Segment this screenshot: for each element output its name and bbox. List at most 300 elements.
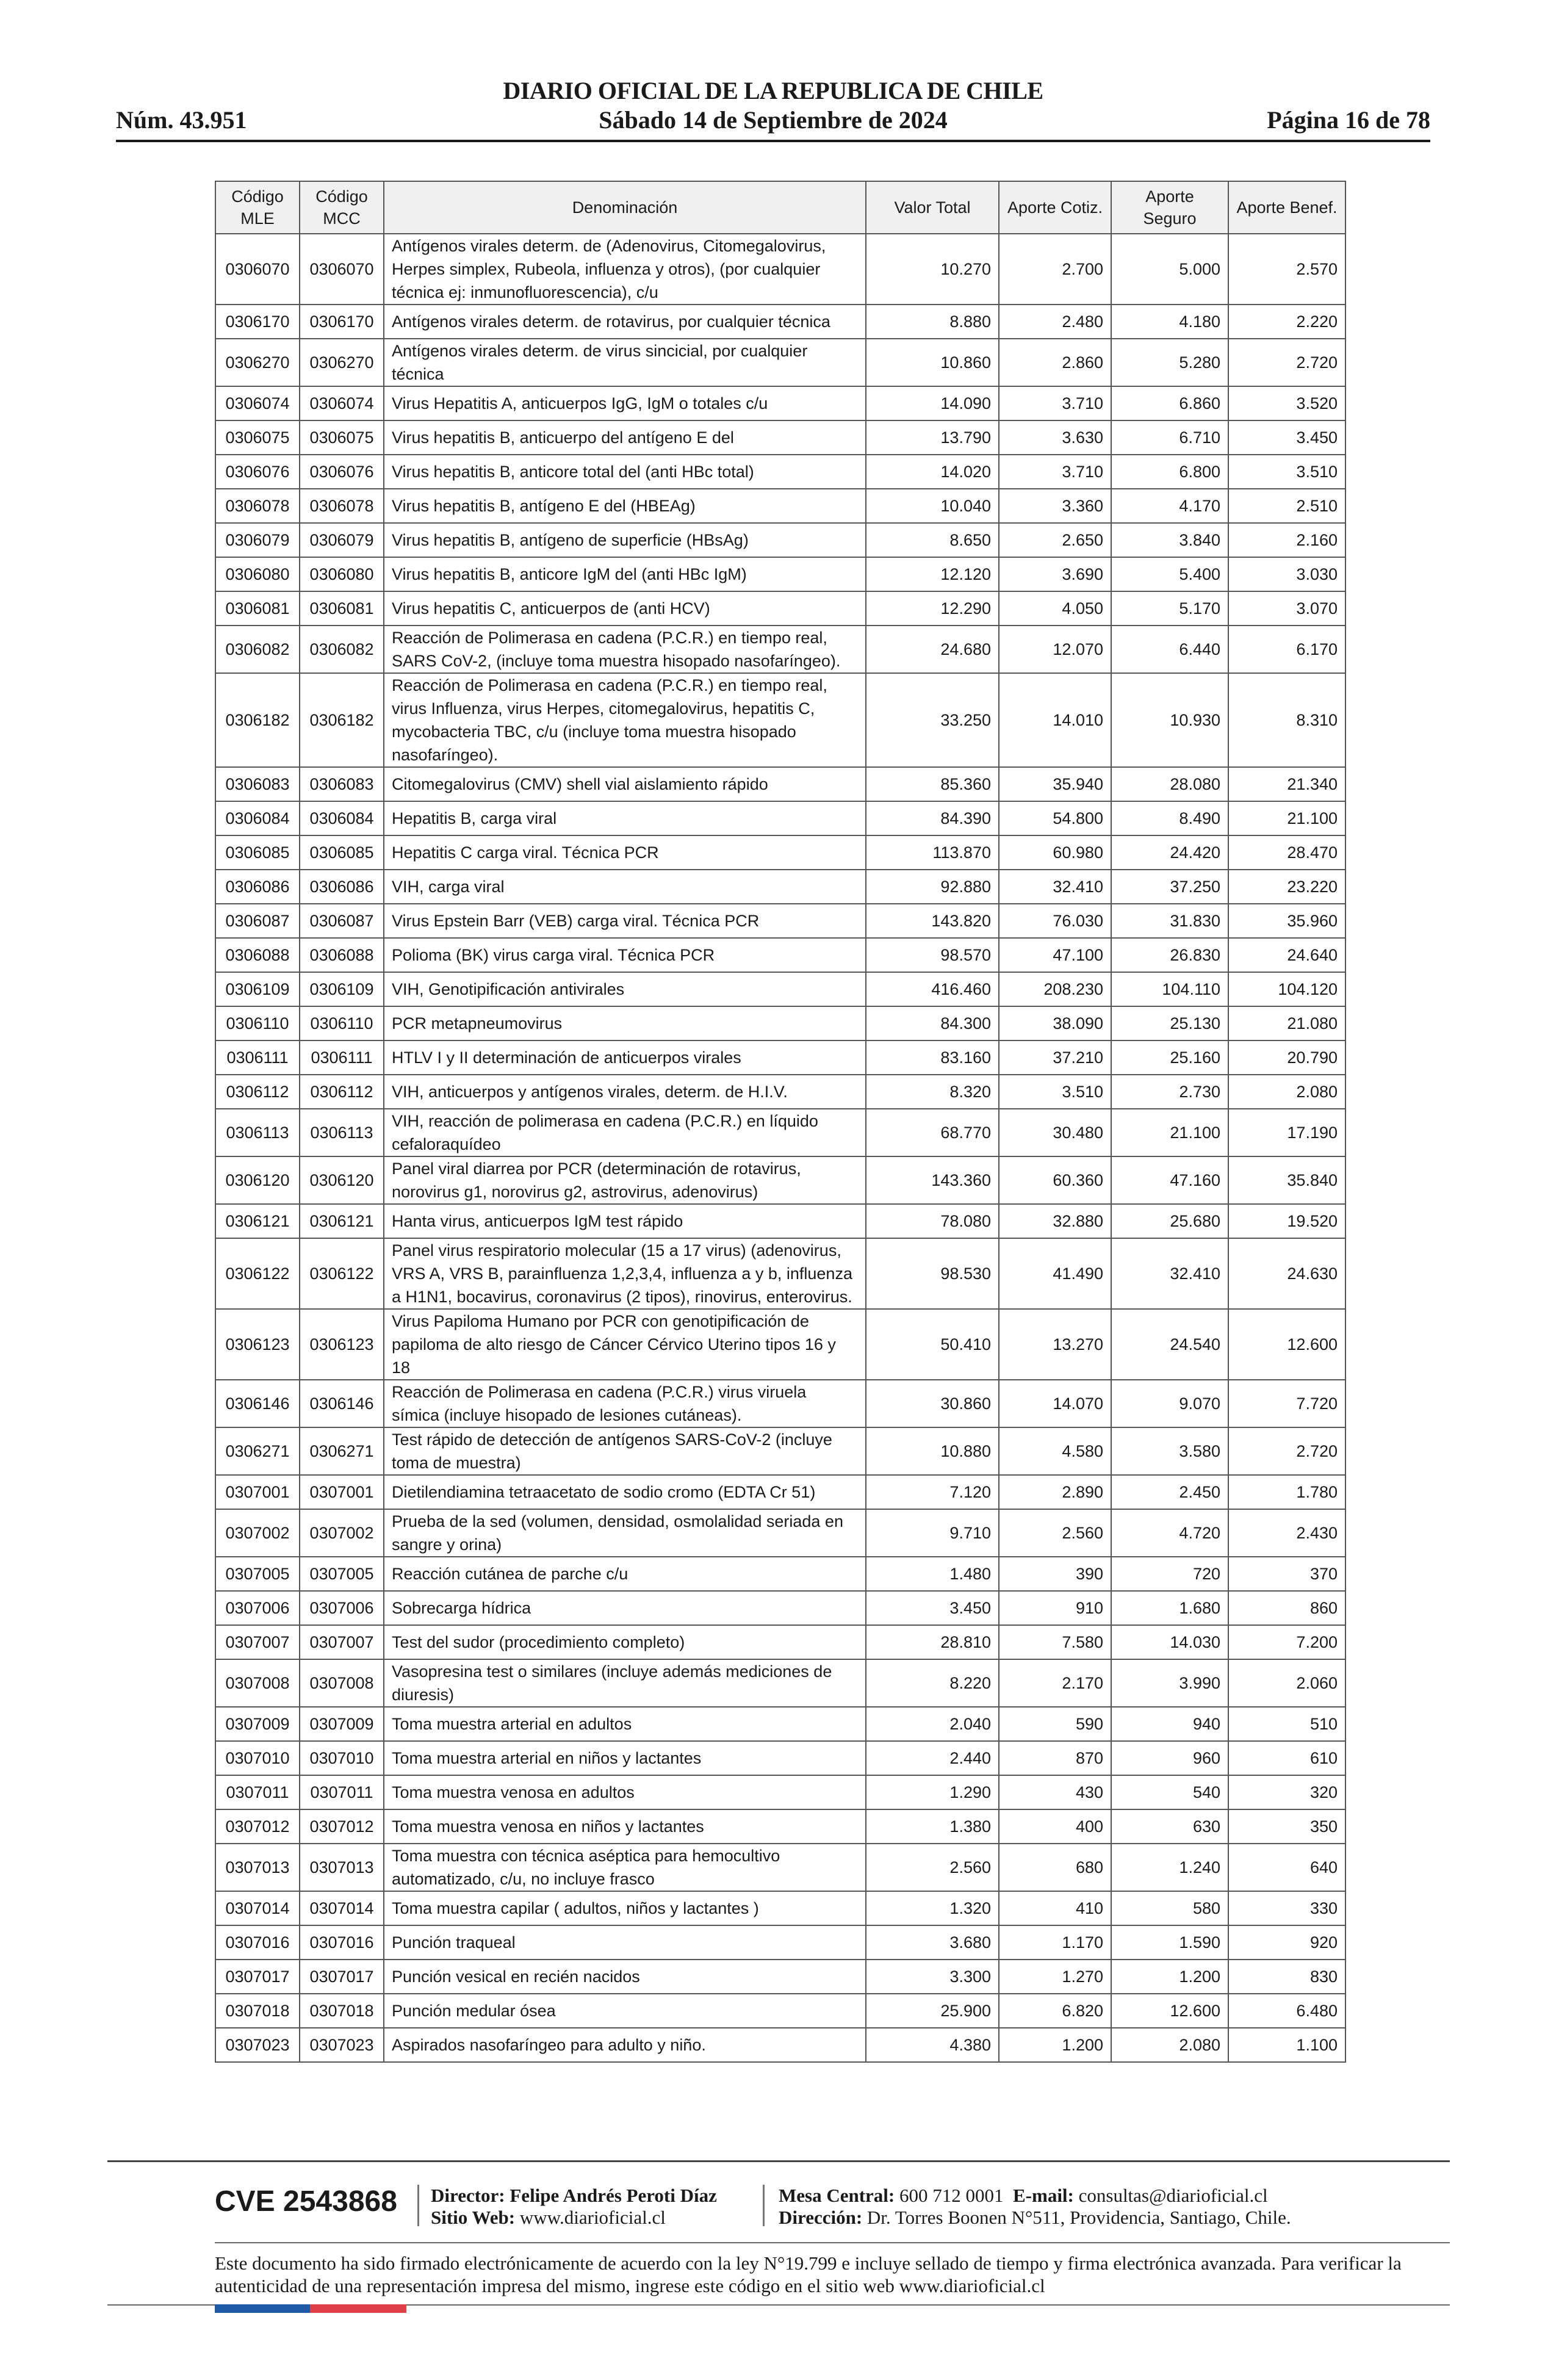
contribution-benef-cell: 610 bbox=[1228, 1741, 1345, 1775]
contribution-benef-cell: 2.220 bbox=[1228, 305, 1345, 339]
code-mle-cell: 0307011 bbox=[215, 1775, 300, 1809]
contribution-benef-cell: 3.510 bbox=[1228, 455, 1345, 489]
total-value-cell: 8.320 bbox=[866, 1075, 999, 1109]
page-number: Página 16 de 78 bbox=[1267, 106, 1430, 134]
description-cell: Virus Hepatitis A, anticuerpos IgG, IgM o totales c/u bbox=[384, 386, 866, 420]
description-cell: Toma muestra con técnica aséptica para hemocultivo automatizado, c/u, no incluye frasco bbox=[384, 1844, 866, 1891]
email-label: E-mail: bbox=[1013, 2185, 1074, 2206]
code-mcc-cell: 0306112 bbox=[300, 1075, 384, 1109]
contribution-cotiz-cell: 208.230 bbox=[999, 972, 1111, 1006]
table-row bbox=[215, 835, 1345, 870]
contribution-benef-cell: 3.520 bbox=[1228, 386, 1345, 420]
code-mle-cell: 0307006 bbox=[215, 1591, 300, 1625]
contribution-cotiz-cell: 870 bbox=[999, 1741, 1111, 1775]
contribution-cotiz-cell: 30.480 bbox=[999, 1109, 1111, 1156]
contribution-seguro-cell: 25.130 bbox=[1111, 1006, 1228, 1040]
description-cell: Panel viral diarrea por PCR (determinación de rotavirus, norovirus g1, norovirus g2, astrovirus, adenovirus) bbox=[384, 1156, 866, 1204]
total-value-cell: 10.040 bbox=[866, 489, 999, 523]
description-cell: Virus hepatitis B, anticore total del (anti HBc total) bbox=[384, 455, 866, 489]
table-row bbox=[215, 1925, 1345, 1960]
contribution-seguro-cell: 8.490 bbox=[1111, 801, 1228, 835]
code-mcc-cell: 0306087 bbox=[300, 904, 384, 938]
table-row bbox=[215, 420, 1345, 455]
total-value-cell: 143.360 bbox=[866, 1156, 999, 1204]
code-mle-cell: 0306083 bbox=[215, 767, 300, 801]
table-row bbox=[215, 1075, 1345, 1109]
contribution-benef-cell: 2.570 bbox=[1228, 234, 1345, 305]
table-row bbox=[215, 1156, 1345, 1204]
code-mle-cell: 0306182 bbox=[215, 673, 300, 767]
total-value-cell: 28.810 bbox=[866, 1625, 999, 1659]
description-cell: Reacción de Polimerasa en cadena (P.C.R.) virus viruela símica (incluye hisopado de lesiones cutáneas). bbox=[384, 1380, 866, 1427]
column-header: Código MCC bbox=[300, 181, 384, 234]
contribution-seguro-cell: 3.580 bbox=[1111, 1427, 1228, 1475]
code-mcc-cell: 0306111 bbox=[300, 1040, 384, 1075]
table-row bbox=[215, 1775, 1345, 1809]
description-cell: Panel virus respiratorio molecular (15 a 17 virus) (adenovirus, VRS A, VRS B, parainfluenza 1,2,3,4, influenza a y b, influenza a H1N1, bocavirus, coronavirus (2 tipos), rinovirus, enterovirus. bbox=[384, 1238, 866, 1309]
description-cell: Sobrecarga hídrica bbox=[384, 1591, 866, 1625]
total-value-cell: 2.440 bbox=[866, 1741, 999, 1775]
code-mcc-cell: 0306076 bbox=[300, 455, 384, 489]
code-mcc-cell: 0306074 bbox=[300, 386, 384, 420]
director-block bbox=[431, 2185, 717, 2229]
contribution-cotiz-cell: 60.980 bbox=[999, 835, 1111, 870]
code-mle-cell: 0306082 bbox=[215, 626, 300, 673]
code-mcc-cell: 0306146 bbox=[300, 1380, 384, 1427]
total-value-cell: 85.360 bbox=[866, 767, 999, 801]
code-mcc-cell: 0306080 bbox=[300, 557, 384, 591]
code-mcc-cell: 0306086 bbox=[300, 870, 384, 904]
code-mle-cell: 0306109 bbox=[215, 972, 300, 1006]
description-cell: Citomegalovirus (CMV) shell vial aislamiento rápido bbox=[384, 767, 866, 801]
issue-date: Sábado 14 de Septiembre de 2024 bbox=[599, 106, 948, 134]
contribution-cotiz-cell: 47.100 bbox=[999, 938, 1111, 972]
code-mle-cell: 0306170 bbox=[215, 305, 300, 339]
contribution-seguro-cell: 1.590 bbox=[1111, 1925, 1228, 1960]
total-value-cell: 68.770 bbox=[866, 1109, 999, 1156]
contribution-seguro-cell: 580 bbox=[1111, 1891, 1228, 1925]
code-mle-cell: 0306081 bbox=[215, 591, 300, 626]
total-value-cell: 25.900 bbox=[866, 1994, 999, 2028]
contribution-benef-cell: 1.100 bbox=[1228, 2028, 1345, 2062]
contribution-benef-cell: 20.790 bbox=[1228, 1040, 1345, 1075]
contribution-benef-cell: 21.080 bbox=[1228, 1006, 1345, 1040]
contribution-cotiz-cell: 37.210 bbox=[999, 1040, 1111, 1075]
table-row bbox=[215, 2028, 1345, 2062]
contribution-cotiz-cell: 3.630 bbox=[999, 420, 1111, 455]
contribution-seguro-cell: 24.420 bbox=[1111, 835, 1228, 870]
total-value-cell: 24.680 bbox=[866, 626, 999, 673]
code-mcc-cell: 0307001 bbox=[300, 1475, 384, 1509]
contribution-cotiz-cell: 60.360 bbox=[999, 1156, 1111, 1204]
total-value-cell: 1.380 bbox=[866, 1809, 999, 1844]
contribution-seguro-cell: 6.710 bbox=[1111, 420, 1228, 455]
code-mcc-cell: 0307009 bbox=[300, 1707, 384, 1741]
total-value-cell: 13.790 bbox=[866, 420, 999, 455]
table-row bbox=[215, 767, 1345, 801]
publication-title: DIARIO OFICIAL DE LA REPUBLICA DE CHILE bbox=[503, 77, 1043, 104]
contribution-benef-cell: 35.840 bbox=[1228, 1156, 1345, 1204]
table-row bbox=[215, 557, 1345, 591]
contribution-benef-cell: 860 bbox=[1228, 1591, 1345, 1625]
total-value-cell: 1.320 bbox=[866, 1891, 999, 1925]
code-mle-cell: 0307016 bbox=[215, 1925, 300, 1960]
contribution-benef-cell: 2.720 bbox=[1228, 1427, 1345, 1475]
code-mcc-cell: 0307007 bbox=[300, 1625, 384, 1659]
description-cell: Virus hepatitis C, anticuerpos de (anti HCV) bbox=[384, 591, 866, 626]
table-row bbox=[215, 938, 1345, 972]
address-label: Dirección: bbox=[779, 2207, 863, 2228]
description-cell: Hepatitis C carga viral. Técnica PCR bbox=[384, 835, 866, 870]
contribution-cotiz-cell: 38.090 bbox=[999, 1006, 1111, 1040]
contribution-cotiz-cell: 680 bbox=[999, 1844, 1111, 1891]
footer-divider bbox=[763, 2185, 765, 2226]
description-cell: VIH, Genotipificación antivirales bbox=[384, 972, 866, 1006]
table-row bbox=[215, 1844, 1345, 1891]
description-cell: Hanta virus, anticuerpos IgM test rápido bbox=[384, 1204, 866, 1238]
code-mle-cell: 0307023 bbox=[215, 2028, 300, 2062]
code-mle-cell: 0307002 bbox=[215, 1509, 300, 1557]
table-row bbox=[215, 1659, 1345, 1707]
column-header: Valor Total bbox=[866, 181, 999, 234]
contribution-seguro-cell: 1.200 bbox=[1111, 1960, 1228, 1994]
flag-stripe-red bbox=[310, 2304, 406, 2313]
code-mle-cell: 0306271 bbox=[215, 1427, 300, 1475]
total-value-cell: 10.270 bbox=[866, 234, 999, 305]
description-cell: Toma muestra arterial en niños y lactantes bbox=[384, 1741, 866, 1775]
code-mcc-cell: 0306113 bbox=[300, 1109, 384, 1156]
code-mle-cell: 0306122 bbox=[215, 1238, 300, 1309]
contribution-seguro-cell: 2.730 bbox=[1111, 1075, 1228, 1109]
total-value-cell: 14.020 bbox=[866, 455, 999, 489]
contribution-benef-cell: 7.720 bbox=[1228, 1380, 1345, 1427]
website-link[interactable]: www.diarioficial.cl bbox=[519, 2207, 666, 2228]
code-mcc-cell: 0306079 bbox=[300, 523, 384, 557]
contribution-seguro-cell: 5.000 bbox=[1111, 234, 1228, 305]
contribution-cotiz-cell: 2.700 bbox=[999, 234, 1111, 305]
contribution-benef-cell: 8.310 bbox=[1228, 673, 1345, 767]
code-mcc-cell: 0306082 bbox=[300, 626, 384, 673]
code-mcc-cell: 0306182 bbox=[300, 673, 384, 767]
contribution-cotiz-cell: 1.170 bbox=[999, 1925, 1111, 1960]
contribution-cotiz-cell: 7.580 bbox=[999, 1625, 1111, 1659]
description-cell: HTLV I y II determinación de anticuerpos virales bbox=[384, 1040, 866, 1075]
contribution-cotiz-cell: 410 bbox=[999, 1891, 1111, 1925]
column-header: Aporte Cotiz. bbox=[999, 181, 1111, 234]
contribution-seguro-cell: 6.860 bbox=[1111, 386, 1228, 420]
table-row bbox=[215, 870, 1345, 904]
code-mle-cell: 0307017 bbox=[215, 1960, 300, 1994]
contribution-benef-cell: 7.200 bbox=[1228, 1625, 1345, 1659]
contribution-cotiz-cell: 2.650 bbox=[999, 523, 1111, 557]
code-mle-cell: 0306110 bbox=[215, 1006, 300, 1040]
contribution-seguro-cell: 31.830 bbox=[1111, 904, 1228, 938]
contribution-seguro-cell: 2.450 bbox=[1111, 1475, 1228, 1509]
code-mcc-cell: 0306120 bbox=[300, 1156, 384, 1204]
contribution-benef-cell: 21.340 bbox=[1228, 767, 1345, 801]
description-cell: Virus hepatitis B, anticuerpo del antígeno E del bbox=[384, 420, 866, 455]
code-mle-cell: 0306075 bbox=[215, 420, 300, 455]
table-row bbox=[215, 1591, 1345, 1625]
contribution-seguro-cell: 25.680 bbox=[1111, 1204, 1228, 1238]
code-mle-cell: 0306146 bbox=[215, 1380, 300, 1427]
contribution-cotiz-cell: 32.880 bbox=[999, 1204, 1111, 1238]
code-mle-cell: 0307007 bbox=[215, 1625, 300, 1659]
tariff-table bbox=[215, 181, 1346, 2063]
table-row bbox=[215, 626, 1345, 673]
page-footer bbox=[107, 2160, 1450, 2313]
contribution-seguro-cell: 26.830 bbox=[1111, 938, 1228, 972]
contribution-cotiz-cell: 2.890 bbox=[999, 1475, 1111, 1509]
code-mle-cell: 0306121 bbox=[215, 1204, 300, 1238]
table-row bbox=[215, 801, 1345, 835]
contribution-seguro-cell: 37.250 bbox=[1111, 870, 1228, 904]
contribution-seguro-cell: 28.080 bbox=[1111, 767, 1228, 801]
total-value-cell: 143.820 bbox=[866, 904, 999, 938]
description-cell: Hepatitis B, carga viral bbox=[384, 801, 866, 835]
table-row bbox=[215, 1625, 1345, 1659]
contribution-seguro-cell: 47.160 bbox=[1111, 1156, 1228, 1204]
contribution-seguro-cell: 720 bbox=[1111, 1557, 1228, 1591]
total-value-cell: 78.080 bbox=[866, 1204, 999, 1238]
contribution-seguro-cell: 10.930 bbox=[1111, 673, 1228, 767]
description-cell: Toma muestra venosa en adultos bbox=[384, 1775, 866, 1809]
contribution-seguro-cell: 630 bbox=[1111, 1809, 1228, 1844]
legal-notice: Este documento ha sido firmado electrónicamente de acuerdo con la ley N°19.799 e incluye sellado de tiempo y firma electrónica avanzada. Para verificar la autenticidad de una representación impresa del mismo, ingrese este código en el sitio web www.diarioficial.cl bbox=[215, 2252, 1402, 2296]
contribution-benef-cell: 3.070 bbox=[1228, 591, 1345, 626]
contribution-benef-cell: 19.520 bbox=[1228, 1204, 1345, 1238]
code-mcc-cell: 0307013 bbox=[300, 1844, 384, 1891]
code-mcc-cell: 0307014 bbox=[300, 1891, 384, 1925]
code-mcc-cell: 0307012 bbox=[300, 1809, 384, 1844]
contribution-seguro-cell: 3.990 bbox=[1111, 1659, 1228, 1707]
code-mle-cell: 0306088 bbox=[215, 938, 300, 972]
table-row bbox=[215, 455, 1345, 489]
contribution-benef-cell: 2.720 bbox=[1228, 339, 1345, 386]
table-row bbox=[215, 904, 1345, 938]
phone-label: Mesa Central: bbox=[779, 2185, 895, 2206]
code-mle-cell: 0307018 bbox=[215, 1994, 300, 2028]
table-row bbox=[215, 1960, 1345, 1994]
total-value-cell: 84.300 bbox=[866, 1006, 999, 1040]
contribution-benef-cell: 920 bbox=[1228, 1925, 1345, 1960]
contribution-cotiz-cell: 1.270 bbox=[999, 1960, 1111, 1994]
contribution-cotiz-cell: 3.690 bbox=[999, 557, 1111, 591]
column-header: Denominación bbox=[384, 181, 866, 234]
table-row bbox=[215, 1557, 1345, 1591]
contribution-seguro-cell: 4.720 bbox=[1111, 1509, 1228, 1557]
description-cell: Toma muestra capilar ( adultos, niños y lactantes ) bbox=[384, 1891, 866, 1925]
column-header: Aporte Seguro bbox=[1111, 181, 1228, 234]
contribution-cotiz-cell: 6.820 bbox=[999, 1994, 1111, 2028]
contribution-cotiz-cell: 3.510 bbox=[999, 1075, 1111, 1109]
contribution-benef-cell: 830 bbox=[1228, 1960, 1345, 1994]
description-cell: Virus Epstein Barr (VEB) carga viral. Técnica PCR bbox=[384, 904, 866, 938]
code-mle-cell: 0307001 bbox=[215, 1475, 300, 1509]
code-mle-cell: 0307012 bbox=[215, 1809, 300, 1844]
table-row bbox=[215, 234, 1345, 305]
table-header-row bbox=[215, 181, 1345, 234]
code-mcc-cell: 0307018 bbox=[300, 1994, 384, 2028]
table-row bbox=[215, 523, 1345, 557]
contribution-benef-cell: 320 bbox=[1228, 1775, 1345, 1809]
description-cell: Test del sudor (procedimiento completo) bbox=[384, 1625, 866, 1659]
table-row bbox=[215, 489, 1345, 523]
contribution-seguro-cell: 104.110 bbox=[1111, 972, 1228, 1006]
contribution-benef-cell: 2.430 bbox=[1228, 1509, 1345, 1557]
column-header: Código MLE bbox=[215, 181, 300, 234]
code-mle-cell: 0306120 bbox=[215, 1156, 300, 1204]
description-cell: Prueba de la sed (volumen, densidad, osmolalidad seriada en sangre y orina) bbox=[384, 1509, 866, 1557]
contribution-cotiz-cell: 3.710 bbox=[999, 455, 1111, 489]
contribution-benef-cell: 3.030 bbox=[1228, 557, 1345, 591]
description-cell: Reacción de Polimerasa en cadena (P.C.R.) en tiempo real, SARS CoV-2, (incluye toma muestra hisopado nasofaríngeo). bbox=[384, 626, 866, 673]
description-cell: VIH, carga viral bbox=[384, 870, 866, 904]
description-cell: Vasopresina test o similares (incluye además mediciones de diuresis) bbox=[384, 1659, 866, 1707]
table-row bbox=[215, 1238, 1345, 1309]
contribution-benef-cell: 23.220 bbox=[1228, 870, 1345, 904]
contribution-cotiz-cell: 14.010 bbox=[999, 673, 1111, 767]
contribution-seguro-cell: 4.170 bbox=[1111, 489, 1228, 523]
description-cell: Reacción de Polimerasa en cadena (P.C.R.) en tiempo real, virus Influenza, virus Herpes, citomegalovirus, hepatitis C, mycobacteria TBC, c/u (incluye toma muestra hisopado nasofaríngeo). bbox=[384, 673, 866, 767]
contribution-cotiz-cell: 400 bbox=[999, 1809, 1111, 1844]
code-mcc-cell: 0307011 bbox=[300, 1775, 384, 1809]
director-name: Felipe Andrés Peroti Díaz bbox=[510, 2185, 717, 2206]
table-body bbox=[215, 234, 1345, 2062]
description-cell: Antígenos virales determ. de virus sincicial, por cualquier técnica bbox=[384, 339, 866, 386]
code-mle-cell: 0307010 bbox=[215, 1741, 300, 1775]
address-text: Dr. Torres Boonen N°511, Providencia, Santiago, Chile. bbox=[866, 2207, 1291, 2228]
description-cell: VIH, anticuerpos y antígenos virales, determ. de H.I.V. bbox=[384, 1075, 866, 1109]
contribution-seguro-cell: 2.080 bbox=[1111, 2028, 1228, 2062]
issue-number: Núm. 43.951 bbox=[116, 106, 247, 134]
total-value-cell: 1.290 bbox=[866, 1775, 999, 1809]
table-row bbox=[215, 1891, 1345, 1925]
total-value-cell: 8.880 bbox=[866, 305, 999, 339]
contribution-benef-cell: 6.480 bbox=[1228, 1994, 1345, 2028]
code-mcc-cell: 0307010 bbox=[300, 1741, 384, 1775]
code-mle-cell: 0306084 bbox=[215, 801, 300, 835]
table-row bbox=[215, 1204, 1345, 1238]
contribution-seguro-cell: 12.600 bbox=[1111, 1994, 1228, 2028]
table-row bbox=[215, 1509, 1345, 1557]
contribution-cotiz-cell: 2.170 bbox=[999, 1659, 1111, 1707]
code-mcc-cell: 0306122 bbox=[300, 1238, 384, 1309]
code-mle-cell: 0307014 bbox=[215, 1891, 300, 1925]
contribution-seguro-cell: 3.840 bbox=[1111, 523, 1228, 557]
code-mcc-cell: 0306271 bbox=[300, 1427, 384, 1475]
contribution-seguro-cell: 1.240 bbox=[1111, 1844, 1228, 1891]
description-cell: Toma muestra venosa en niños y lactantes bbox=[384, 1809, 866, 1844]
contribution-seguro-cell: 24.540 bbox=[1111, 1309, 1228, 1380]
code-mle-cell: 0306112 bbox=[215, 1075, 300, 1109]
contribution-seguro-cell: 540 bbox=[1111, 1775, 1228, 1809]
total-value-cell: 92.880 bbox=[866, 870, 999, 904]
contribution-benef-cell: 2.080 bbox=[1228, 1075, 1345, 1109]
code-mcc-cell: 0306075 bbox=[300, 420, 384, 455]
code-mcc-cell: 0306170 bbox=[300, 305, 384, 339]
contribution-benef-cell: 1.780 bbox=[1228, 1475, 1345, 1509]
code-mcc-cell: 0306270 bbox=[300, 339, 384, 386]
total-value-cell: 3.300 bbox=[866, 1960, 999, 1994]
contribution-benef-cell: 2.060 bbox=[1228, 1659, 1345, 1707]
code-mcc-cell: 0306123 bbox=[300, 1309, 384, 1380]
contribution-cotiz-cell: 76.030 bbox=[999, 904, 1111, 938]
code-mcc-cell: 0306109 bbox=[300, 972, 384, 1006]
website-label: Sitio Web: bbox=[431, 2207, 516, 2228]
contribution-cotiz-cell: 35.940 bbox=[999, 767, 1111, 801]
table-row bbox=[215, 1109, 1345, 1156]
code-mcc-cell: 0306110 bbox=[300, 1006, 384, 1040]
contribution-cotiz-cell: 2.480 bbox=[999, 305, 1111, 339]
contribution-benef-cell: 35.960 bbox=[1228, 904, 1345, 938]
code-mle-cell: 0306087 bbox=[215, 904, 300, 938]
code-mle-cell: 0306078 bbox=[215, 489, 300, 523]
description-cell: Virus Papiloma Humano por PCR con genotipificación de papiloma de alto riesgo de Cáncer Cérvico Uterino tipos 16 y 18 bbox=[384, 1309, 866, 1380]
code-mle-cell: 0306080 bbox=[215, 557, 300, 591]
column-header: Aporte Benef. bbox=[1228, 181, 1345, 234]
description-cell: Test rápido de detección de antígenos SARS-CoV-2 (incluye toma de muestra) bbox=[384, 1427, 866, 1475]
total-value-cell: 10.860 bbox=[866, 339, 999, 386]
description-cell: Aspirados nasofaríngeo para adulto y niño. bbox=[384, 2028, 866, 2062]
contribution-cotiz-cell: 13.270 bbox=[999, 1309, 1111, 1380]
total-value-cell: 8.220 bbox=[866, 1659, 999, 1707]
description-cell: Virus hepatitis B, anticore IgM del (anti HBc IgM) bbox=[384, 557, 866, 591]
code-mle-cell: 0306270 bbox=[215, 339, 300, 386]
contribution-seguro-cell: 1.680 bbox=[1111, 1591, 1228, 1625]
contribution-benef-cell: 2.510 bbox=[1228, 489, 1345, 523]
total-value-cell: 416.460 bbox=[866, 972, 999, 1006]
contribution-seguro-cell: 5.280 bbox=[1111, 339, 1228, 386]
total-value-cell: 3.680 bbox=[866, 1925, 999, 1960]
code-mcc-cell: 0307017 bbox=[300, 1960, 384, 1994]
contribution-cotiz-cell: 2.860 bbox=[999, 339, 1111, 386]
code-mle-cell: 0306123 bbox=[215, 1309, 300, 1380]
cve-code: CVE 2543868 bbox=[215, 2185, 397, 2218]
contribution-cotiz-cell: 4.050 bbox=[999, 591, 1111, 626]
total-value-cell: 50.410 bbox=[866, 1309, 999, 1380]
contribution-cotiz-cell: 2.560 bbox=[999, 1509, 1111, 1557]
table-row bbox=[215, 1380, 1345, 1427]
contribution-benef-cell: 640 bbox=[1228, 1844, 1345, 1891]
contribution-cotiz-cell: 390 bbox=[999, 1557, 1111, 1591]
code-mcc-cell: 0306081 bbox=[300, 591, 384, 626]
total-value-cell: 14.090 bbox=[866, 386, 999, 420]
total-value-cell: 9.710 bbox=[866, 1509, 999, 1557]
code-mcc-cell: 0306088 bbox=[300, 938, 384, 972]
table-row bbox=[215, 1006, 1345, 1040]
contribution-seguro-cell: 4.180 bbox=[1111, 305, 1228, 339]
table-row bbox=[215, 673, 1345, 767]
total-value-cell: 98.530 bbox=[866, 1238, 999, 1309]
description-cell: Punción medular ósea bbox=[384, 1994, 866, 2028]
contribution-benef-cell: 370 bbox=[1228, 1557, 1345, 1591]
table-row bbox=[215, 305, 1345, 339]
total-value-cell: 2.040 bbox=[866, 1707, 999, 1741]
total-value-cell: 98.570 bbox=[866, 938, 999, 972]
email-link[interactable]: consultas@diarioficial.cl bbox=[1078, 2185, 1268, 2206]
total-value-cell: 1.480 bbox=[866, 1557, 999, 1591]
code-mcc-cell: 0306085 bbox=[300, 835, 384, 870]
code-mle-cell: 0306076 bbox=[215, 455, 300, 489]
contribution-benef-cell: 17.190 bbox=[1228, 1109, 1345, 1156]
code-mle-cell: 0306086 bbox=[215, 870, 300, 904]
table-row bbox=[215, 386, 1345, 420]
contribution-seguro-cell: 32.410 bbox=[1111, 1238, 1228, 1309]
code-mle-cell: 0306074 bbox=[215, 386, 300, 420]
contribution-seguro-cell: 9.070 bbox=[1111, 1380, 1228, 1427]
contribution-seguro-cell: 940 bbox=[1111, 1707, 1228, 1741]
